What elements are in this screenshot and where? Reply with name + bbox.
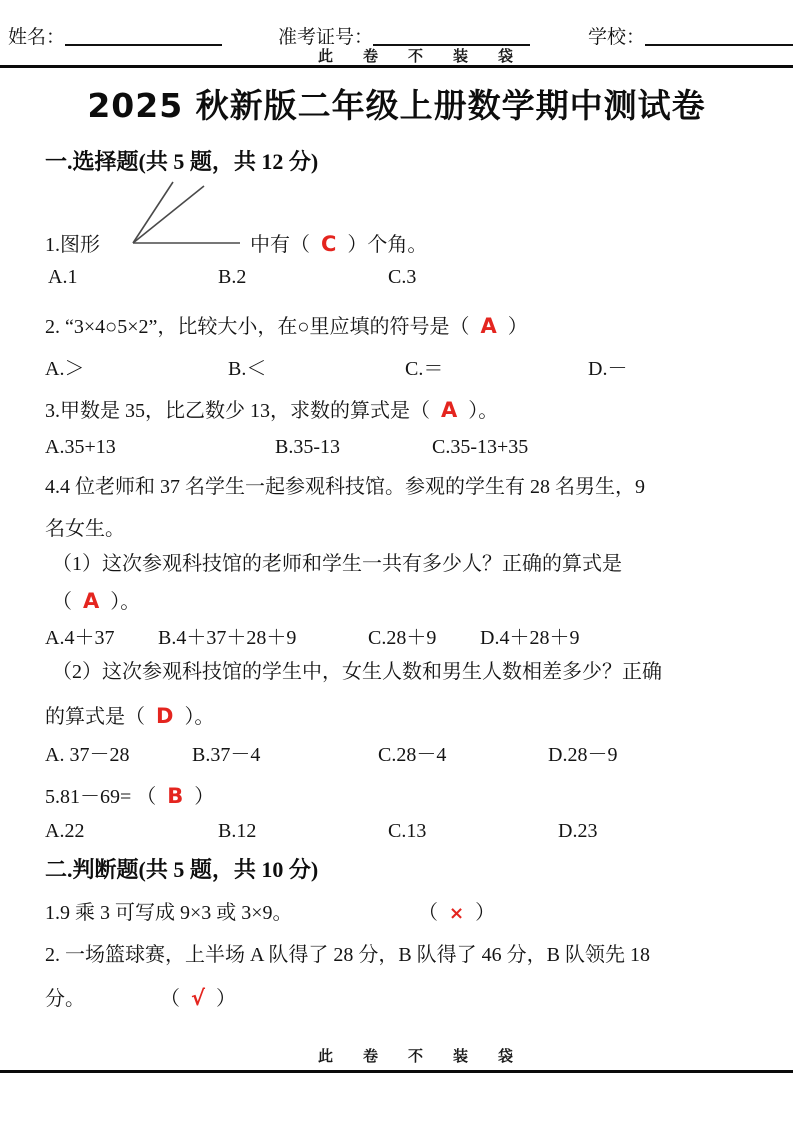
answer-mark: C: [321, 232, 337, 256]
name-blank-line: [65, 28, 222, 46]
judgement-2-text: 分。: [45, 988, 85, 1010]
option: B.2: [218, 266, 247, 288]
no-bag-notice-top: 此卷不装袋: [318, 49, 544, 65]
judgement-2-answer: （ √ ）: [160, 986, 237, 1010]
option: B.35-13: [275, 436, 340, 458]
question-4-part-2-line-1: （2）这次参观科技馆的学生中，女生人数和男生人数相差多少？正确: [52, 661, 662, 683]
option: D.－: [588, 358, 628, 380]
option: B.12: [218, 820, 257, 842]
page-title: 2025 秋新版二年级上册数学期中测试卷: [87, 86, 706, 125]
question-3: 3.甲数是 35，比乙数少 13，求数的算式是（ A ）。: [45, 398, 499, 422]
option: A.22: [45, 820, 85, 842]
option: C.3: [388, 266, 417, 288]
answer-mark: A: [83, 589, 100, 613]
option: A.1: [48, 266, 78, 288]
school-label: 学校：: [588, 27, 646, 48]
answer-mark: B: [167, 784, 184, 808]
option: B.4＋37＋28＋9: [158, 627, 297, 649]
question-4-part-1: （1）这次参观科技馆的老师和学生一共有多少人？正确的算式是: [52, 553, 622, 575]
question-4-line-1: 4.4 位老师和 37 名学生一起参观科技馆。参观的学生有 28 名男生，9: [45, 476, 645, 498]
ticket-blank-line: [373, 28, 530, 46]
option: A.4＋37: [45, 627, 115, 649]
school-field: [588, 22, 793, 49]
question-4-part-1-answer-line: （ A ）。: [52, 589, 141, 613]
angle-figure: [128, 170, 248, 250]
answer-mark: D: [156, 704, 174, 728]
option: C.＝: [405, 358, 444, 380]
option: D.28－9: [548, 744, 618, 766]
judgement-2-line-1: 2. 一场篮球赛，上半场 A 队得了 28 分，B 队得了 46 分，B 队领先 18: [45, 944, 651, 966]
option: A.35+13: [45, 436, 116, 458]
header-rule: [0, 65, 793, 68]
question-5: 5.81－69= （ B ）: [45, 784, 215, 808]
question-1-prefix: 1.图形: [45, 234, 100, 256]
option: A. 37－28: [45, 744, 130, 766]
judgement-1-text: 1.9 乘 3 可写成 9×3 或 3×9。: [45, 902, 293, 924]
answer-mark: A: [480, 314, 497, 338]
section-2-heading: 二.判断题(共 5 题，共 10 分): [45, 857, 319, 882]
option: D.4＋28＋9: [480, 627, 580, 649]
answer-mark: A: [441, 398, 458, 422]
question-4-line-2: 名女生。: [45, 518, 125, 540]
option: B.37－4: [192, 744, 261, 766]
option: C.13: [388, 820, 427, 842]
name-field: [8, 22, 222, 49]
cross-mark: ×: [449, 903, 465, 924]
name-label: 姓名：: [8, 27, 66, 48]
option: B.＜: [228, 358, 267, 380]
option: D.23: [558, 820, 598, 842]
option: C.35-13+35: [432, 436, 529, 458]
question-4-part-2-line-2: 的算式是（ D ）。: [45, 704, 215, 728]
ticket-label: 准考证号：: [278, 27, 374, 48]
section-1-heading: 一.选择题(共 5 题，共 12 分): [45, 149, 319, 174]
question-2: 2. “3×4○5×2”，比较大小，在○里应填的符号是（ A ）: [45, 314, 528, 338]
question-1-stem: 中有（ C ）个角。: [250, 232, 428, 256]
check-mark: √: [191, 986, 206, 1010]
option: A.＞: [45, 358, 85, 380]
option: C.28＋9: [368, 627, 437, 649]
school-blank-line: [645, 28, 793, 46]
judgement-1-answer: （ × ）: [418, 902, 496, 924]
option: C.28－4: [378, 744, 447, 766]
footer-rule: [0, 1070, 793, 1073]
no-bag-notice-bottom: 此卷不装袋: [318, 1049, 544, 1065]
